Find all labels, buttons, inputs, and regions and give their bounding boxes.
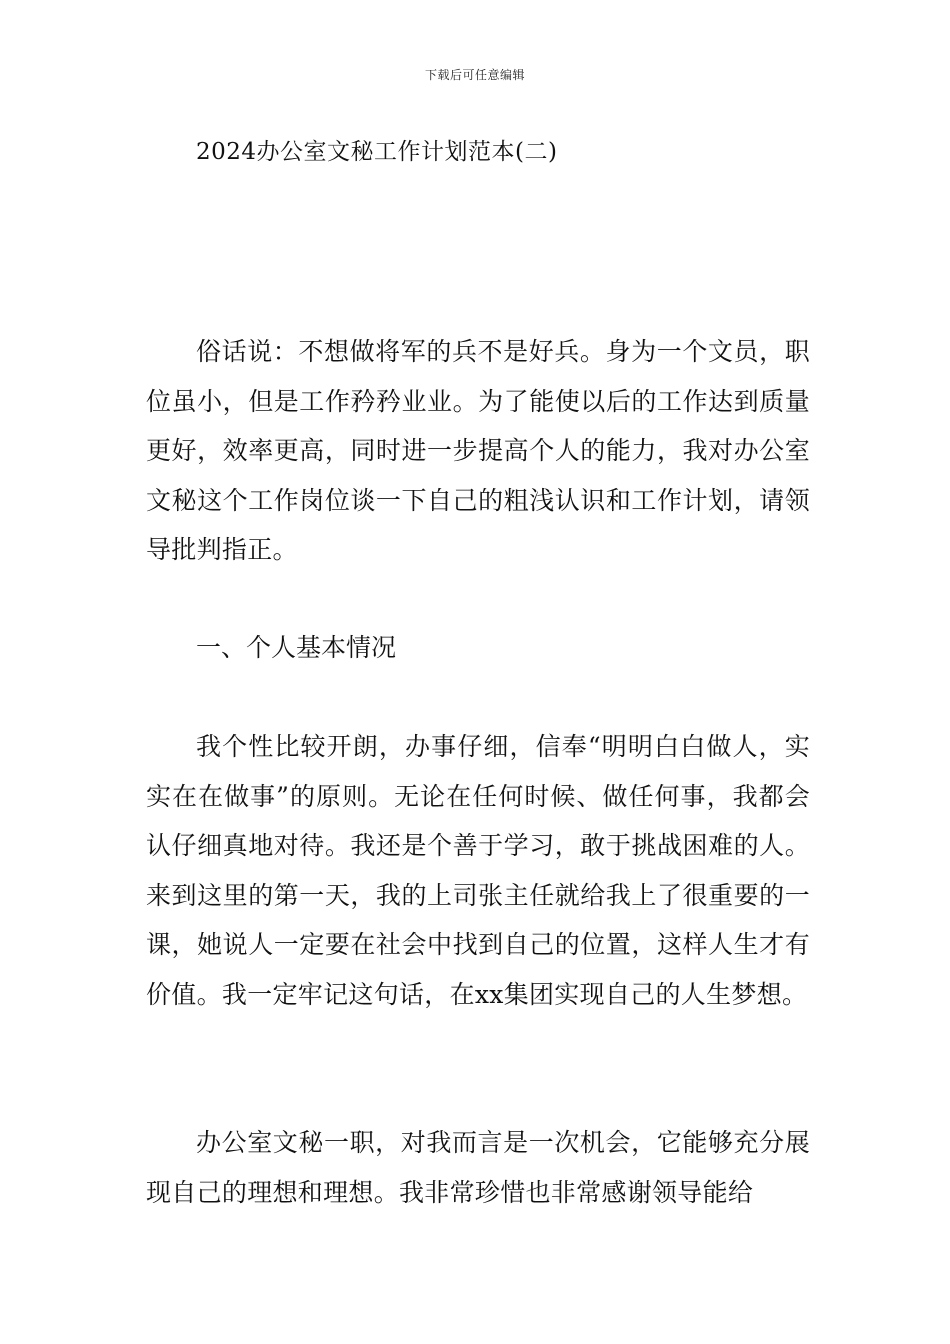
paragraph-personal-info: 我个性比较开朗，办事仔细，信奉“明明白白做人，实实在在做事”的原则。无论在任何时候、做任何事，我都会认仔细真地对待。我还是个善于学习，敢于挑战困难的人。来到这里的第一天，我的上司张主任就给我上了很重要的一课，她说人一定要在社会中找到自己的位置，这样人生才有价值。我一定牢记这句话，在xx集团实现自己的人生梦想。 xyxy=(146,732,810,1009)
paragraph-opportunity: 办公室文秘一职，对我而言是一次机会，它能够充分展现自己的理想和理想。我非常珍惜也非常感谢领导能给 xyxy=(146,1128,810,1207)
document-title: 2024办公室文秘工作计划范本(二) xyxy=(196,139,558,165)
header-note: 下载后可任意编辑 xyxy=(424,68,525,82)
section-heading-personal-info: 一、个人基本情况 xyxy=(196,633,397,662)
paragraph-intro: 俗话说：不想做将军的兵不是好兵。身为一个文员，职位虽小，但是工作矜矜业业。为了能使以后的工作达到质量更好，效率更高，同时进一步提高个人的能力，我对办公室文秘这个工作岗位谈一下自己的粗浅认识和工作计划，请领导批判指正。 xyxy=(146,337,810,564)
